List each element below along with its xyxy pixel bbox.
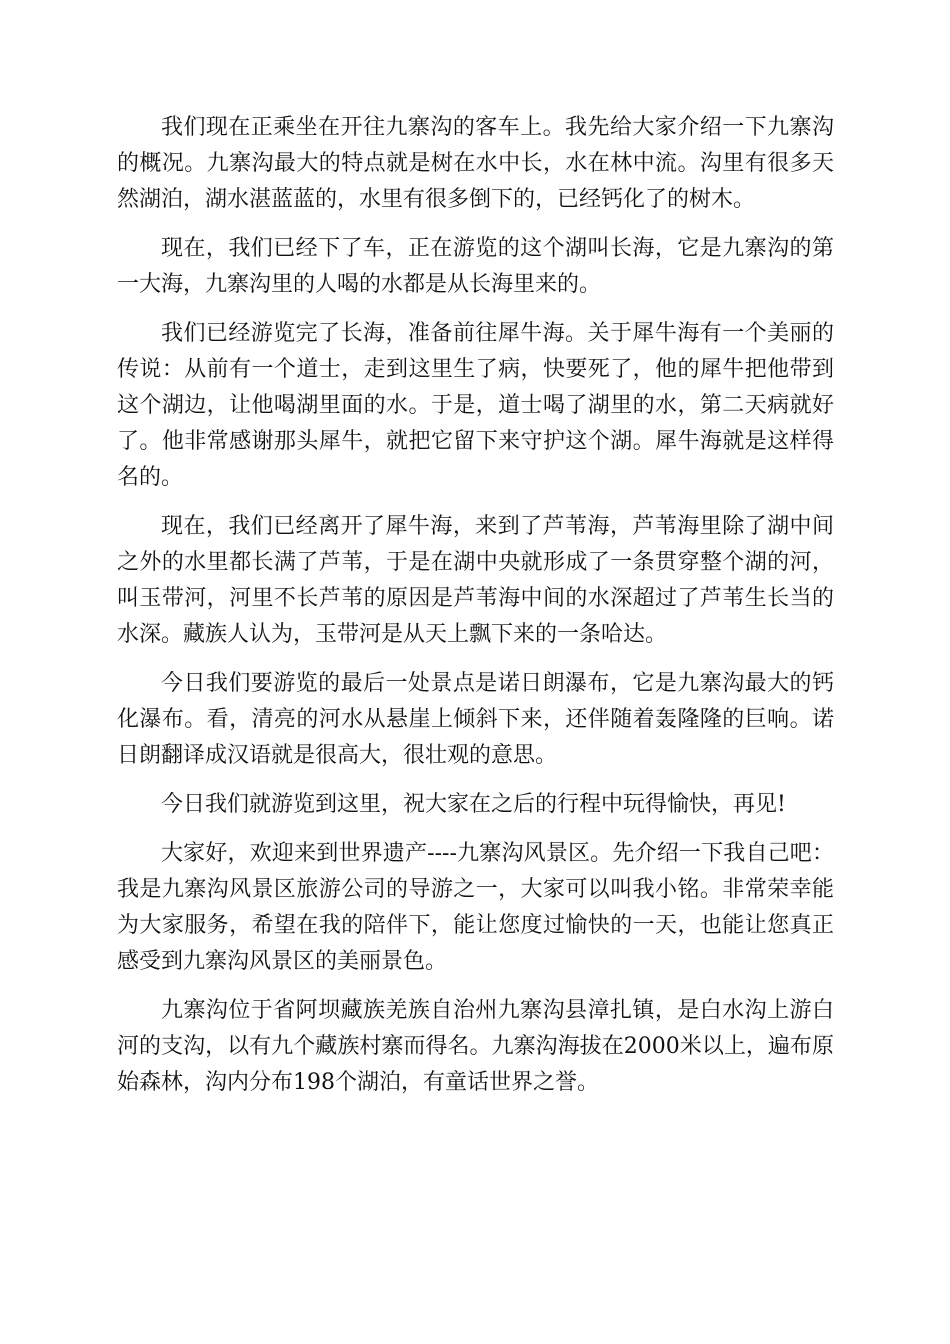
paragraph-farewell: 今日我们就游览到这里，祝大家在之后的行程中玩得愉快，再见!: [161, 792, 786, 817]
paragraph-long-lake: 现在，我们已经下了车，正在游览的这个湖叫长海，它是九寨沟的第一大海，九寨沟里的人喝的水都是从长海里来的。: [117, 236, 834, 297]
paragraph-location: 九寨沟位于省阿坝藏族羌族自治州九寨沟县漳扎镇，是白水沟上游白河的支沟，以有九个藏族村寨而得名。九寨沟海拔在2000米以上，遍布原始森林，沟内分布198个湖泊，有童话世界之誉。: [117, 998, 834, 1095]
paragraph-nuorilang-falls: 今日我们要游览的最后一处景点是诺日朗瀑布，它是九寨沟最大的钙化瀑布。看，清亮的河水从悬崖上倾斜下来，还伴随着轰隆隆的巨响。诺日朗翻译成汉语就是很高大，很壮观的意思。: [117, 671, 834, 768]
paragraph-bus-intro: 我们现在正乘坐在开往九寨沟的客车上。我先给大家介绍一下九寨沟的概况。九寨沟最大的特点就是树在水中长，水在林中流。沟里有很多天然湖泊，湖水湛蓝蓝的，水里有很多倒下的，已经钙化了的树木。: [117, 115, 834, 212]
document-body: [117, 110, 834, 1114]
paragraph-guide-welcome: 大家好，欢迎来到世界遗产----九寨沟风景区。先介绍一下我自己吧：我是九寨沟风景区旅游公司的导游之一，大家可以叫我小铭。非常荣幸能为大家服务，希望在我的陪伴下，能让您度过愉快的一天，也能让您真正感受到九寨沟风景区的美丽景色。: [117, 841, 834, 974]
paragraph-reed-lake: 现在，我们已经离开了犀牛海，来到了芦苇海，芦苇海里除了湖中间之外的水里都长满了芦苇，于是在湖中央就形成了一条贯穿整个湖的河，叫玉带河，河里不长芦苇的原因是芦苇海中间的水深超过了芦苇生长当的水深。藏族人认为，玉带河是从天上飘下来的一条哈达。: [117, 514, 834, 647]
paragraph-rhino-lake: 我们已经游览完了长海，准备前往犀牛海。关于犀牛海有一个美丽的传说：从前有一个道士，走到这里生了病，快要死了，他的犀牛把他带到这个湖边，让他喝湖里面的水。于是，道士喝了湖里的水，第二天病就好了。他非常感谢那头犀牛，就把它留下来守护这个湖。犀牛海就是这样得名的。: [117, 321, 834, 490]
